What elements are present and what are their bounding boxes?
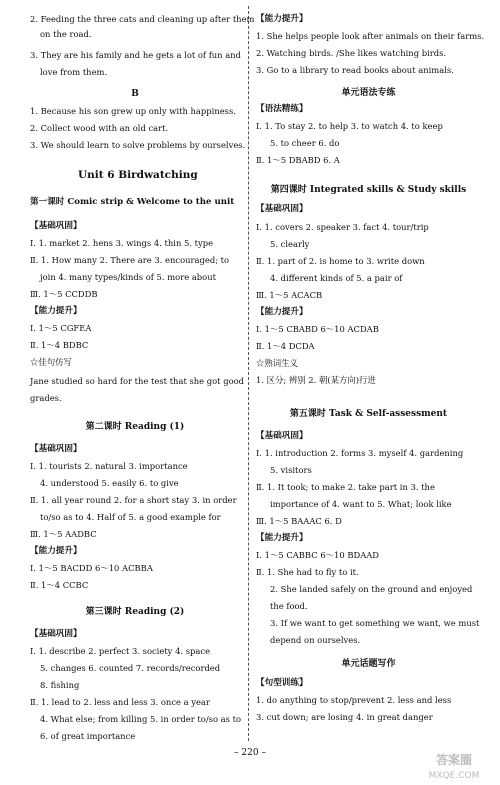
section-header: 【基础巩固】 [30, 221, 82, 231]
text-line: Ⅱ. 1～4 CCBC [30, 580, 89, 590]
text-line: importance of 4. want to 5. What; look like [270, 499, 452, 509]
text-line: Ⅱ. 1. How many 2. There are 3. encouraged; to [30, 255, 230, 265]
text-line: 1. do anything to stop/prevent 2. less and less [256, 695, 452, 705]
text-line: Ⅱ. 1. She had to fly to it. [256, 567, 359, 577]
lesson-title: 第二课时 Reading (1) [85, 422, 185, 432]
text-line: Ⅰ. 1. tourists 2. natural 3. importance [30, 461, 188, 471]
svg-text:MXQE.COM: MXQE.COM [428, 771, 480, 781]
section-header: 【能力提升】 [256, 533, 308, 543]
lesson-title: 第一课时 Comic strip & Welcome to the unit [30, 197, 235, 207]
text-line: 4. different kinds of 5. a pair of [270, 273, 403, 283]
text-line: Ⅱ. 1～4 BDBC [30, 340, 89, 350]
text-line: 5. changes 6. counted 7. records/recorded [40, 663, 221, 673]
text-line: 4. understood 5. easily 6. to give [40, 478, 179, 488]
text-line: 3. Go to a library to read books about animals. [256, 65, 454, 75]
text-line: 3. cut down; are losing 4. in great danger [256, 712, 433, 722]
text-line: 1. She helps people look after animals on their farms. [256, 31, 485, 41]
text-line: Ⅲ. 1～5 BAAAC 6. D [256, 516, 342, 526]
text-line: 2. Watching birds. /She likes watching birds. [256, 48, 447, 58]
text-line: 2. She landed safely on the ground and enjoyed [270, 584, 473, 594]
lesson-title: 第三课时 Reading (2) [85, 607, 185, 617]
writing-title: 单元话题写作 [341, 659, 396, 669]
section-header: 【基础巩固】 [256, 431, 308, 441]
text-line: Ⅱ. 1. It took; to make 2. take part in 3. the [256, 482, 435, 492]
text-line: 3. We should learn to solve problems by ourselves. [30, 140, 246, 150]
section-header: 【能力提升】 [30, 546, 82, 556]
watermark-logo [414, 750, 494, 782]
text-line: 1. Because his son grew up only with happiness. [30, 106, 236, 116]
text-line: 2. Collect wood with an old cart. [30, 123, 169, 133]
text-line: Ⅰ. 1. covers 2. speaker 3. fact 4. tour/trip [256, 222, 429, 232]
text-line: Ⅰ. 1. introduction 2. forms 3. myself 4. gardening [256, 448, 464, 458]
text-line: Jane studied so hard for the test that she got good [30, 376, 245, 386]
section-header: ☆佳句仿写 [30, 357, 72, 367]
text-line: 4. What else; from killing 5. in order to/so as to [40, 714, 242, 724]
text-line: Ⅱ. 1. all year round 2. for a short stay 3. in order [30, 495, 237, 505]
unit-title: Unit 6 Birdwatching [78, 169, 198, 181]
text-line: Ⅱ. 1～4 DCDA [256, 341, 315, 351]
text-line: Ⅲ. 1～5 ACACB [256, 290, 323, 300]
section-header: 【基础巩固】 [30, 629, 82, 639]
section-header: 【能力提升】 [256, 307, 308, 317]
lesson-title: 第四课时 Integrated skills & Study skills [270, 185, 467, 195]
text-line: Ⅱ. 1～5 DBABD 6. A [256, 155, 340, 165]
text-line: 5. clearly [270, 239, 310, 249]
section-header: 【基础巩固】 [256, 204, 308, 214]
text-line: Ⅰ. 1～5 CABBC 6～10 BDAAD [256, 550, 380, 560]
page-number: – 220 – [234, 748, 266, 758]
text-line: grades. [30, 393, 62, 403]
text-line: 3. They are his family and he gets a lot of fun and [30, 50, 241, 60]
section-header: 【语法精练】 [256, 104, 308, 114]
text-line: Ⅱ. 1. part of 2. is home to 3. write down [256, 256, 425, 266]
lesson-title: 第五课时 Task & Self-assessment [289, 409, 448, 419]
text-line: 1. 区分; 辨别 2. 朝(某方向)行进 [256, 375, 376, 385]
column-divider [248, 6, 249, 741]
text-line: 8. fishing [40, 680, 80, 690]
text-line: Ⅰ. 1～5 CBABD 6～10 ACDAB [256, 324, 379, 334]
text-line: Ⅰ. 1～5 BACDD 6～10 ACBBA [30, 563, 153, 573]
text-line: 6. of great importance [40, 731, 136, 741]
section-header: 【能力提升】 [256, 14, 308, 24]
text-line: Ⅰ. 1～5 CGFEA [30, 323, 92, 333]
text-line: Ⅰ. 1. describe 2. perfect 3. society 4. space [30, 646, 211, 656]
text-line: to/so as to 4. Half of 5. a good example for [40, 512, 221, 522]
svg-text:答案圈: 答案圈 [435, 753, 473, 767]
text-line: the food. [270, 601, 308, 611]
section-header: 【基础巩固】 [30, 444, 82, 454]
text-line: 3. If we want to get something we want, we must [270, 618, 480, 628]
grammar-title: 单元语法专练 [341, 88, 396, 98]
text-line: join 4. many types/kinds of 5. more about [40, 272, 216, 282]
text-line: Ⅲ. 1～5 CCDDB [30, 289, 98, 299]
text-line: 5. visitors [270, 465, 312, 475]
section-b-heading: B [131, 89, 139, 99]
section-header: ☆熟词生义 [256, 358, 298, 368]
text-line: depend on ourselves. [270, 635, 361, 645]
text-line: Ⅰ. 1. To stay 2. to help 3. to watch 4. to keep [256, 121, 443, 131]
text-line: Ⅲ. 1～5 AADBC [30, 529, 97, 539]
text-line: on the road. [40, 29, 92, 39]
section-header: 【能力提升】 [30, 306, 82, 316]
section-header: 【句型训练】 [256, 678, 308, 688]
text-line: Ⅱ. 1. lead to 2. less and less 3. once a year [30, 697, 210, 707]
text-line: 5. to cheer 6. do [270, 138, 340, 148]
text-line: love from them. [40, 67, 108, 77]
text-line: Ⅰ. 1. market 2. hens 3. wings 4. thin 5. type [30, 238, 214, 248]
text-line: 2. Feeding the three cats and cleaning up after them [30, 14, 255, 24]
